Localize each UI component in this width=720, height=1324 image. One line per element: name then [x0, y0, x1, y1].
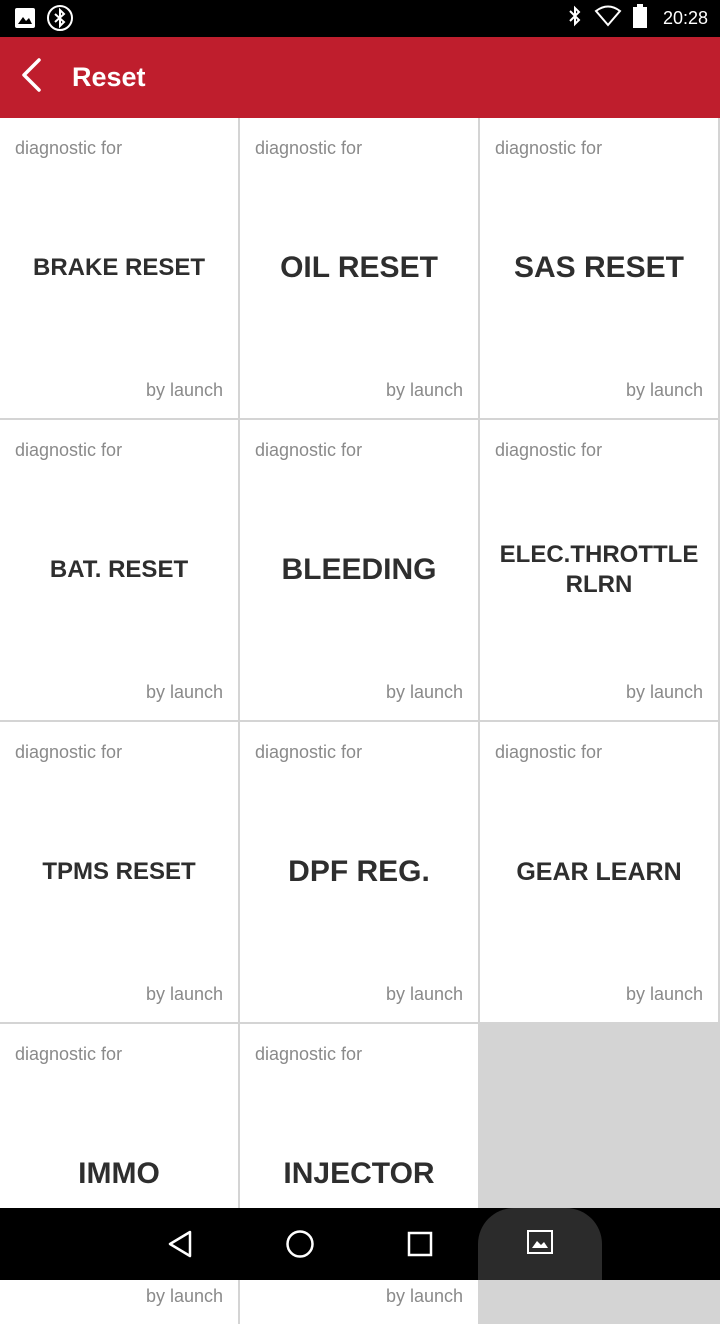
tile-dpf-reg[interactable]: [240, 722, 478, 1022]
tile-tpms-reset[interactable]: [0, 722, 238, 1022]
tile-name: INJECTOR: [283, 1157, 435, 1190]
tile-name: TPMS RESET: [42, 858, 196, 885]
tile-top-label: diagnostic for: [15, 1044, 123, 1064]
nav-recents-button[interactable]: [400, 1226, 440, 1266]
tile-name: BAT. RESET: [49, 556, 189, 583]
tile-bat-reset[interactable]: [0, 420, 238, 720]
status-left-icons: [14, 4, 74, 36]
back-button[interactable]: [6, 51, 56, 103]
tile-top-label: diagnostic for: [15, 138, 123, 158]
tile-name: BLEEDING: [281, 553, 437, 586]
tile-name: DPF REG.: [288, 855, 430, 888]
tile-top-label: diagnostic for: [15, 742, 123, 762]
app-bar: [0, 37, 720, 118]
status-right-icons: [567, 4, 708, 32]
tile-sas-reset[interactable]: [480, 118, 718, 418]
tile-top-label: diagnostic for: [495, 440, 603, 460]
tile-top-label: diagnostic for: [255, 138, 363, 158]
tile-elec-throttle-rlrn[interactable]: [480, 420, 718, 720]
tile-bottom-label: by launch: [625, 984, 703, 1004]
battery-icon: [633, 4, 647, 32]
screenshot-button[interactable]: [478, 1208, 602, 1280]
tile-gear-learn[interactable]: [480, 722, 718, 1022]
tile-name: OIL RESET: [280, 251, 438, 284]
wifi-icon: [595, 5, 621, 31]
bluetooth-circle-icon: [46, 4, 74, 36]
tile-name: IMMO: [78, 1157, 160, 1190]
reset-function-grid: [0, 118, 720, 1306]
tile-bleeding[interactable]: [240, 420, 478, 720]
tile-oil-reset[interactable]: [240, 118, 478, 418]
tile-bottom-label: by launch: [385, 682, 463, 702]
tile-top-label: diagnostic for: [495, 742, 603, 762]
status-bar: [0, 0, 720, 37]
tile-bottom-label: by launch: [385, 1286, 463, 1306]
chevron-left-icon: [19, 57, 43, 97]
tile-brake-reset[interactable]: [0, 118, 238, 418]
screenshot-icon: [526, 1229, 554, 1259]
tile-bottom-label: by launch: [145, 984, 223, 1004]
nav-home-button[interactable]: [280, 1226, 320, 1266]
status-time: 20:28: [662, 7, 708, 28]
tile-bottom-label: by launch: [385, 380, 463, 400]
navigation-bar: [0, 1208, 720, 1280]
nav-back-button[interactable]: [160, 1226, 200, 1266]
tile-name: BRAKE RESET: [32, 254, 206, 281]
recents-square-icon: [407, 1231, 433, 1261]
tile-top-label: diagnostic for: [255, 440, 363, 460]
tile-bottom-label: by launch: [145, 682, 223, 702]
tile-top-label: diagnostic for: [255, 742, 363, 762]
tile-top-label: diagnostic for: [495, 138, 603, 158]
page-title: Reset: [72, 62, 146, 92]
tile-name: GEAR LEARN: [516, 858, 682, 886]
tile-name: SAS RESET: [513, 251, 685, 284]
tile-name: ELEC.THROTTLE RLRN: [499, 541, 699, 598]
bluetooth-icon: [567, 5, 583, 31]
image-icon: [14, 7, 36, 33]
tile-top-label: diagnostic for: [15, 440, 123, 460]
tile-top-label: diagnostic for: [255, 1044, 363, 1064]
tile-bottom-label: by launch: [145, 1286, 223, 1306]
back-triangle-icon: [166, 1229, 194, 1263]
tile-bottom-label: by launch: [625, 380, 703, 400]
tile-bottom-label: by launch: [145, 380, 223, 400]
tile-bottom-label: by launch: [625, 682, 703, 702]
home-circle-icon: [285, 1229, 315, 1263]
tile-bottom-label: by launch: [385, 984, 463, 1004]
